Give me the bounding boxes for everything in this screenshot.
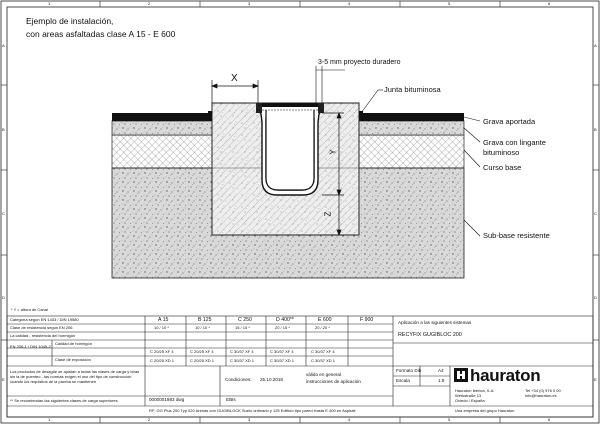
table-en-label: EN 206-1 / DIN 1045-2: [10, 344, 51, 349]
row-label-right-a: A: [594, 43, 597, 48]
row-label-right-b: B: [594, 127, 597, 132]
dim-b125: 10 / 10 *: [195, 325, 210, 330]
dim-y-label: Y: [328, 149, 338, 155]
row-label-d: D: [2, 295, 5, 300]
dim-z-label: Z: [323, 211, 333, 217]
footnote: * Y = altura de Canal: [11, 307, 48, 312]
bottom-reference-line: RF: GG Plus 200 Typ 020 Arenas con GUGIBLOCK Suelo ordinario y 125 Edificio tipo pared Hasta E 400 en Asphalt: [149, 408, 356, 413]
dim-e600: 20 / 20 *: [315, 325, 330, 330]
table-notes: Los productos de desagüe se ajustan a todas las clases de carga y otras sin la de puenteo - las normas exigen el uso del tipo de construcción cuando los requisitos de la prueba se mantienen: [10, 369, 140, 384]
row-a-label: Calidad de hormigón: [55, 341, 92, 346]
product-name: RECYFIX GUGIBLOC 200: [398, 332, 462, 338]
company-email: info@hauraton.es: [525, 393, 557, 398]
row-label-e: E: [2, 377, 5, 382]
label-grava-aportada: Grava aportada: [483, 117, 536, 126]
col-label-bottom-3: 3: [248, 417, 251, 422]
ref-heading: Aplicación a las siguientes sistemas: [398, 320, 472, 325]
row-b-c250: C 30/37 XD 1: [230, 358, 255, 363]
hauraton-logo: hauraton: [470, 366, 541, 385]
col-label-bottom-5: 5: [448, 417, 451, 422]
author: EBIs: [226, 397, 236, 402]
row-b-d400: C 30/37 XD 1: [270, 358, 295, 363]
col-label-6: 6: [548, 1, 551, 6]
dim-c250: 15 / 15 *: [235, 325, 250, 330]
class-c250: C 250: [238, 317, 252, 323]
row-a-a15: C 20/25 XF 4: [150, 349, 174, 354]
table-header-quality: La calidad - resistencia del hormigón: [10, 333, 76, 338]
dim-x-label: X: [231, 73, 238, 84]
class-d400: D 400**: [276, 317, 294, 323]
row-label-b: B: [2, 127, 5, 132]
dim-a15: 10 / 10 *: [154, 325, 169, 330]
col-label-2: 2: [148, 1, 151, 6]
format-label: Formato Dib: [396, 368, 422, 373]
col-label-bottom-6: 6: [548, 417, 551, 422]
table-header-resistance: Clase de resistencia según EN 206: [10, 325, 73, 330]
title-line-1: Ejemplo de instalación,: [26, 16, 114, 26]
label-grava-ligante-1: Grava con lingante: [483, 138, 546, 147]
label-curso-base: Curso base: [483, 163, 522, 172]
hauraton-logo-icon: [454, 368, 468, 382]
class-e600: E 600: [318, 317, 332, 323]
label-subbase: Sub-base resistente: [483, 231, 550, 240]
row-a-b125: C 20/25 XF 4: [190, 349, 214, 354]
row-b-b125: C 20/25 XD 1: [190, 358, 215, 363]
label-grava-ligante-2: bituminoso: [483, 148, 520, 157]
company-address: Hauraton Ibérica, S.A.: [455, 388, 495, 393]
drawing-number: 0000001983 dwg: [149, 397, 185, 402]
row-b-a15: C 20/25 XD 1: [150, 358, 175, 363]
binder-course-left: [112, 121, 212, 135]
col-label-bottom-2: 2: [148, 417, 151, 422]
note-3-5mm: 3-5 mm proyecto duradero: [318, 59, 401, 66]
dimension-3-5mm: [316, 66, 345, 103]
row-label-a: A: [2, 43, 5, 48]
col-label-bottom-1: 1: [48, 417, 51, 422]
company-city: Oviedo / España: [455, 398, 485, 403]
col-label-1: 1: [48, 1, 51, 6]
base-course-left: [112, 135, 212, 168]
class-a15: A 15: [158, 317, 169, 323]
table-header-category: Categoría según EN 1433 / DIN 19580: [10, 317, 79, 322]
bitumen-joint-left: [208, 111, 212, 117]
company-street: Werkstraße 13: [455, 393, 482, 398]
format-value: A4: [438, 368, 444, 373]
col-label-4: 4: [348, 1, 351, 6]
scale-label: Escala: [396, 378, 410, 383]
row-a-d400: C 30/37 XF 4: [270, 349, 294, 354]
company-extra: Una empresa del grupo Hauraton: [455, 408, 515, 413]
asphalt-right: [359, 113, 464, 121]
date: 25.10.2018: [260, 377, 283, 382]
bitumen-joint-right: [359, 111, 363, 117]
row-label-c: C: [2, 211, 5, 216]
row-label-right-c: C: [594, 211, 597, 216]
row-label-right-e: E: [594, 377, 597, 382]
table-notes-2: ** Se recomiendan las siguientes clases de carga superiores: [10, 398, 118, 403]
general-note-2: instrucciones de aplicación: [306, 379, 361, 384]
dim-d400: 20 / 15 *: [275, 325, 290, 330]
base-course-right: [359, 135, 464, 168]
row-b-label: Clase de exposición: [55, 357, 91, 362]
general-note-1: válido en general: [306, 372, 341, 377]
label-junta: Junta bituminosa: [384, 85, 441, 94]
row-b-e600: C 30/37 XD 1: [311, 358, 336, 363]
asphalt-left: [112, 113, 212, 121]
class-b125: B 125: [198, 317, 212, 323]
title-line-2: con areas asfaltadas clase A 15 - E 600: [26, 29, 176, 39]
col-label-5: 5: [448, 1, 451, 6]
company-phone: Tel +34 (0) 976 0 00: [525, 388, 561, 393]
row-label-right-d: D: [594, 295, 597, 300]
row-a-e600: C 30/37 XF 4: [311, 349, 335, 354]
channel-grating: [262, 103, 318, 107]
col-label-bottom-4: 4: [348, 417, 351, 422]
binder-course-right: [359, 121, 464, 135]
condition-label: Condiciones:: [225, 377, 252, 382]
class-f900: F 900: [360, 317, 374, 323]
row-a-c250: C 30/37 XF 4: [230, 349, 254, 354]
col-label-3: 3: [248, 1, 251, 6]
scale-value: 1:8: [438, 378, 445, 383]
